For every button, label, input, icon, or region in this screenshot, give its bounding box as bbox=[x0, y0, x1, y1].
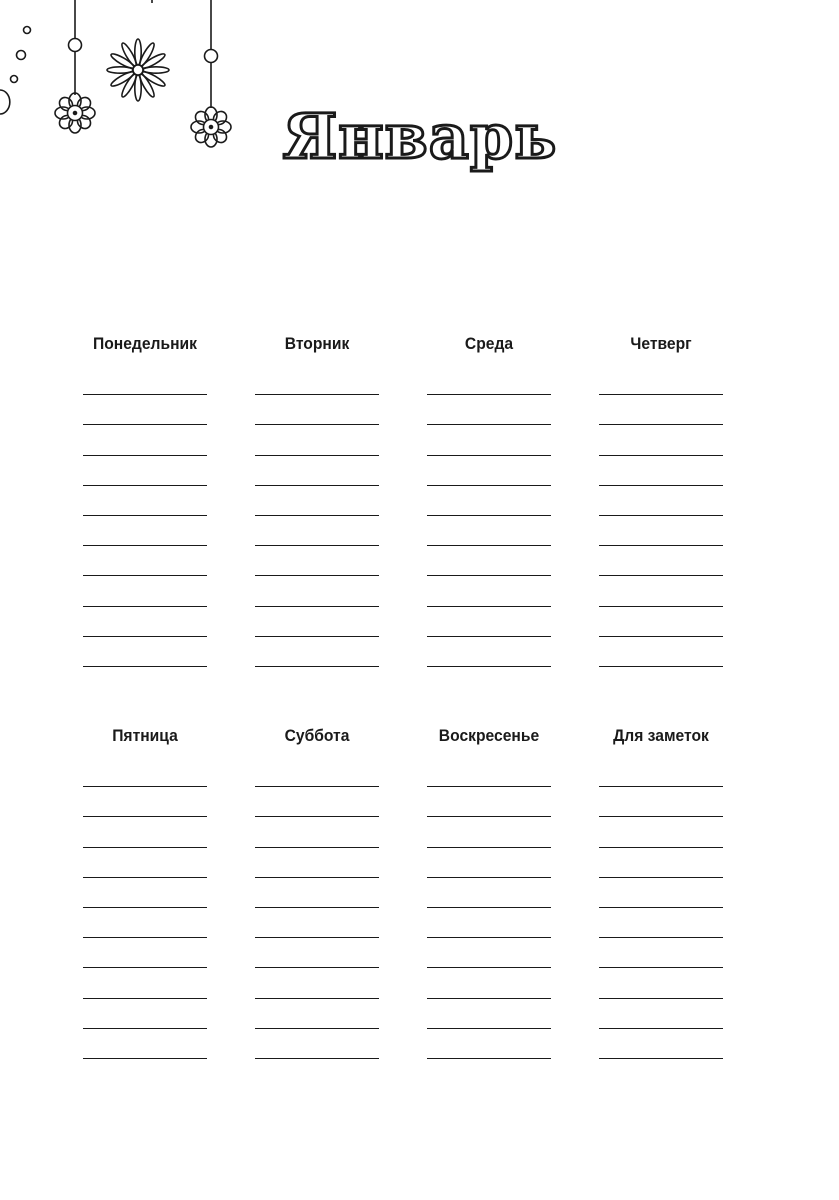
blank-line[interactable] bbox=[427, 999, 551, 1029]
blank-line[interactable] bbox=[255, 968, 379, 998]
blank-line[interactable] bbox=[427, 1029, 551, 1059]
blank-line[interactable] bbox=[427, 365, 551, 395]
writing-lines bbox=[255, 757, 379, 1059]
blank-line[interactable] bbox=[427, 456, 551, 486]
day-label: Понедельник bbox=[92, 334, 198, 353]
blank-line[interactable] bbox=[255, 486, 379, 516]
blank-line[interactable] bbox=[83, 365, 207, 395]
blank-line[interactable] bbox=[255, 637, 379, 667]
blank-line[interactable] bbox=[599, 425, 723, 455]
blank-line[interactable] bbox=[83, 637, 207, 667]
blank-line[interactable] bbox=[83, 757, 207, 787]
day-label: Среда bbox=[464, 334, 514, 353]
blank-line[interactable] bbox=[83, 817, 207, 847]
day-column-wednesday bbox=[427, 332, 551, 667]
blank-line[interactable] bbox=[427, 908, 551, 938]
blank-line[interactable] bbox=[83, 486, 207, 516]
hanging-flower-icon bbox=[191, 107, 231, 147]
blank-line[interactable] bbox=[599, 878, 723, 908]
blank-line[interactable] bbox=[83, 999, 207, 1029]
blank-line[interactable] bbox=[255, 395, 379, 425]
blank-line[interactable] bbox=[599, 637, 723, 667]
month-title-block bbox=[280, 92, 560, 192]
blank-line[interactable] bbox=[255, 456, 379, 486]
blank-line[interactable] bbox=[599, 546, 723, 576]
writing-lines bbox=[83, 365, 207, 667]
blank-line[interactable] bbox=[255, 365, 379, 395]
blank-line[interactable] bbox=[255, 908, 379, 938]
blank-line[interactable] bbox=[255, 516, 379, 546]
blank-line[interactable] bbox=[427, 848, 551, 878]
blank-line[interactable] bbox=[427, 576, 551, 606]
writing-lines bbox=[255, 365, 379, 667]
day-column-saturday bbox=[255, 724, 379, 1059]
blank-line[interactable] bbox=[255, 757, 379, 787]
bubble-icon bbox=[17, 51, 26, 60]
hanging-flower-icon bbox=[55, 93, 95, 133]
writing-lines bbox=[427, 757, 551, 1059]
writing-lines bbox=[599, 757, 723, 1059]
hanging-flowers-decoration bbox=[0, 0, 260, 160]
blank-line[interactable] bbox=[83, 787, 207, 817]
day-label: Четверг bbox=[630, 334, 692, 353]
notes-label: Для заметок bbox=[613, 726, 709, 745]
blank-line[interactable] bbox=[83, 848, 207, 878]
notes-column bbox=[599, 724, 723, 1059]
blank-line[interactable] bbox=[83, 878, 207, 908]
day-label: Суббота bbox=[284, 726, 350, 745]
blank-line[interactable] bbox=[427, 938, 551, 968]
blank-line[interactable] bbox=[599, 757, 723, 787]
day-column-sunday bbox=[427, 724, 551, 1059]
blank-line[interactable] bbox=[83, 456, 207, 486]
blank-line[interactable] bbox=[255, 999, 379, 1029]
blank-line[interactable] bbox=[427, 878, 551, 908]
blank-line[interactable] bbox=[83, 968, 207, 998]
blank-line[interactable] bbox=[599, 576, 723, 606]
blank-line[interactable] bbox=[255, 546, 379, 576]
day-label: Вторник bbox=[284, 334, 350, 353]
blank-line[interactable] bbox=[255, 817, 379, 847]
blank-line[interactable] bbox=[83, 1029, 207, 1059]
blank-line[interactable] bbox=[427, 546, 551, 576]
blank-line[interactable] bbox=[599, 1029, 723, 1059]
day-column-friday bbox=[83, 724, 207, 1059]
blank-line[interactable] bbox=[83, 938, 207, 968]
blank-line[interactable] bbox=[83, 516, 207, 546]
day-column-thursday bbox=[599, 332, 723, 667]
day-column-tuesday bbox=[255, 332, 379, 667]
blank-line[interactable] bbox=[599, 456, 723, 486]
blank-line[interactable] bbox=[599, 607, 723, 637]
blank-line[interactable] bbox=[427, 395, 551, 425]
bubble-icon bbox=[11, 76, 18, 83]
blank-line[interactable] bbox=[255, 425, 379, 455]
blank-line[interactable] bbox=[599, 787, 723, 817]
blank-line[interactable] bbox=[83, 576, 207, 606]
blank-line[interactable] bbox=[83, 908, 207, 938]
blank-line[interactable] bbox=[255, 848, 379, 878]
blank-line[interactable] bbox=[599, 817, 723, 847]
blank-line[interactable] bbox=[427, 817, 551, 847]
bubble-icon bbox=[24, 27, 31, 34]
blank-line[interactable] bbox=[255, 938, 379, 968]
blank-line[interactable] bbox=[427, 486, 551, 516]
blank-line[interactable] bbox=[599, 938, 723, 968]
blank-line[interactable] bbox=[427, 516, 551, 546]
blank-line[interactable] bbox=[255, 1029, 379, 1059]
writing-lines bbox=[427, 365, 551, 667]
blank-line[interactable] bbox=[599, 999, 723, 1029]
blank-line[interactable] bbox=[599, 395, 723, 425]
blank-line[interactable] bbox=[427, 607, 551, 637]
blank-line[interactable] bbox=[599, 516, 723, 546]
blank-line[interactable] bbox=[255, 607, 379, 637]
blank-line[interactable] bbox=[599, 908, 723, 938]
daisy-icon bbox=[107, 39, 169, 101]
blank-line[interactable] bbox=[599, 968, 723, 998]
blank-line[interactable] bbox=[427, 425, 551, 455]
blank-line[interactable] bbox=[427, 637, 551, 667]
month-title: Январь bbox=[282, 100, 558, 173]
blank-line[interactable] bbox=[83, 607, 207, 637]
blank-line[interactable] bbox=[427, 757, 551, 787]
day-label: Пятница bbox=[112, 726, 178, 745]
writing-lines bbox=[599, 365, 723, 667]
blank-line[interactable] bbox=[599, 848, 723, 878]
blank-line[interactable] bbox=[255, 576, 379, 606]
blank-line[interactable] bbox=[427, 787, 551, 817]
blank-line[interactable] bbox=[255, 787, 379, 817]
blank-line[interactable] bbox=[599, 486, 723, 516]
blank-line[interactable] bbox=[83, 425, 207, 455]
blank-line[interactable] bbox=[427, 968, 551, 998]
blank-line[interactable] bbox=[83, 395, 207, 425]
day-label: Воскресенье bbox=[438, 726, 540, 745]
day-column-monday bbox=[83, 332, 207, 667]
bubble-icon bbox=[0, 90, 10, 114]
blank-line[interactable] bbox=[83, 546, 207, 576]
blank-line[interactable] bbox=[599, 365, 723, 395]
writing-lines bbox=[83, 757, 207, 1059]
blank-line[interactable] bbox=[255, 878, 379, 908]
